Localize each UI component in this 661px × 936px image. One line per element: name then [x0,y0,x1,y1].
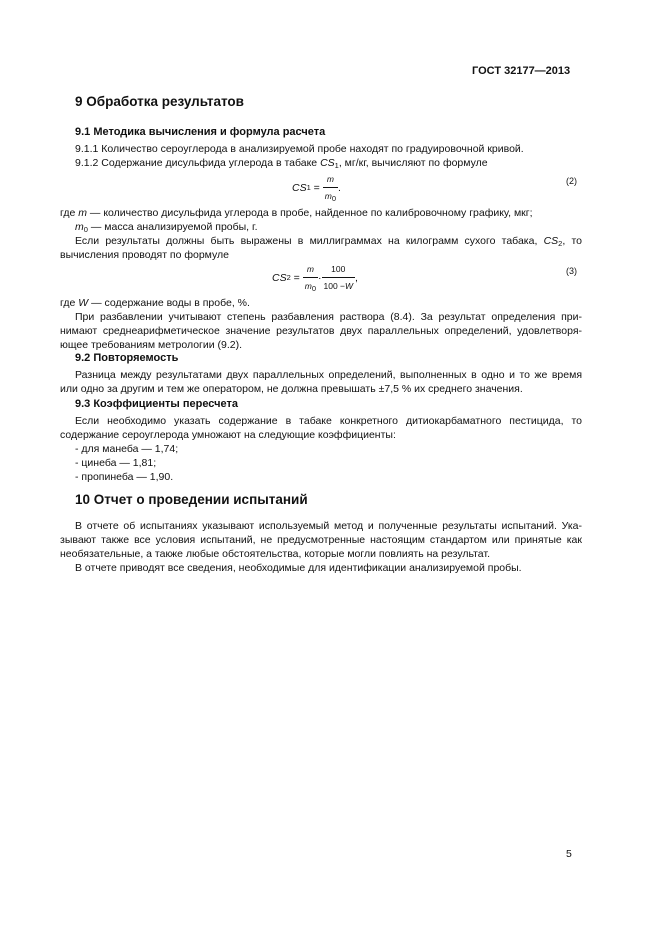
formula-2: CS 1 = $\frac{m}{m_0}$ . [292,174,341,203]
section-10-title: 10 Отчет о проведении испытаний [75,492,308,507]
equation-number-2: (2) [566,176,577,186]
list-item: - пропинеба — 1,90. [75,471,174,483]
fraction-2: $\frac{100}{100 -W}$ [323,264,354,291]
list-item: - для манеба — 1,74; [75,443,179,455]
document-id: ГОСТ 32177—2013 [472,65,571,77]
paragraph-9-1-1: 9.1.1 Количество сероуглерода в анализируемой пробе находят по градуировочной кривой. [75,143,524,155]
formula-3: CS 2 = $\frac{m}{m_0}$ · $\frac{100}{100 -W}$ , [272,264,358,293]
subsection-9-2-title: 9.2 Повторяемость [75,352,179,364]
coefficients-line-2: содержание сероуглерода умножают на следующие коэффициенты: [60,429,396,441]
report-paragraph-2: В отчете приводят все сведения, необходимые для идентификации анализируемой пробы. [75,562,522,574]
report-line-3: необязательные, а также любые обстоятельства, которые могли повлиять на результат. [60,548,490,560]
repeatability-line-2: или одно за другим и тем же оператором, не должна превышать ±7,5 % их среднего значения. [60,383,523,395]
where-m: где m — количество дисульфида углерода в пробе, найденное по калибровочному графику, мкг; [60,207,533,219]
section-9-title: 9 Обработка результатов [75,94,244,109]
fraction: $\frac{m}{m_0}$ [324,174,336,203]
report-line-1: В отчете об испытаниях указывают используемый метод и полученные результаты испытаний. Ука- [75,520,582,532]
dilution-line-3: ющее требованиям метрологии (9.2). [60,339,243,351]
dry-basis-line-1: Если результаты должны быть выражены в миллиграммах на килограмм сухого табака, $CS_2$, то [75,235,582,248]
equation-number-3: (3) [566,266,577,276]
page-number: 5 [566,848,572,860]
where-m0: $m_0$ — масса анализируемой пробы, г. [75,221,258,234]
where-w: где W — содержание воды в пробе, %. [60,297,250,309]
coefficients-line-1: Если необходимо указать содержание в табаке конкретного дитиокарбаматного пестицида, то [75,415,582,427]
dry-basis-line-2: вычисления проводят по формуле [60,249,229,261]
paragraph-9-1-2: 9.1.2 Содержание дисульфида углерода в табаке $CS_1$, мг/кг, вычисляют по формуле [75,157,488,170]
dilution-line-1: При разбавлении учитывают степень разбавления раствора (8.4). За результат определения при- [75,311,582,323]
fraction-1: $\frac{m}{m_0}$ [304,264,316,293]
report-line-2: зывают также все условия испытаний, не предусмотренные настоящим стандартом или принятые как [60,534,582,546]
subsection-9-1-title: 9.1 Методика вычисления и формула расчета [75,126,326,138]
repeatability-line-1: Разница между результатами двух параллельных определений, выполненных в одно и то же время [75,369,582,381]
list-item: - цинеба — 1,81; [75,457,157,469]
dilution-line-2: нимают среднеарифметическое значение результатов двух параллельных определений, удовлетворя- [60,325,582,337]
subsection-9-3-title: 9.3 Коэффициенты пересчета [75,398,238,410]
